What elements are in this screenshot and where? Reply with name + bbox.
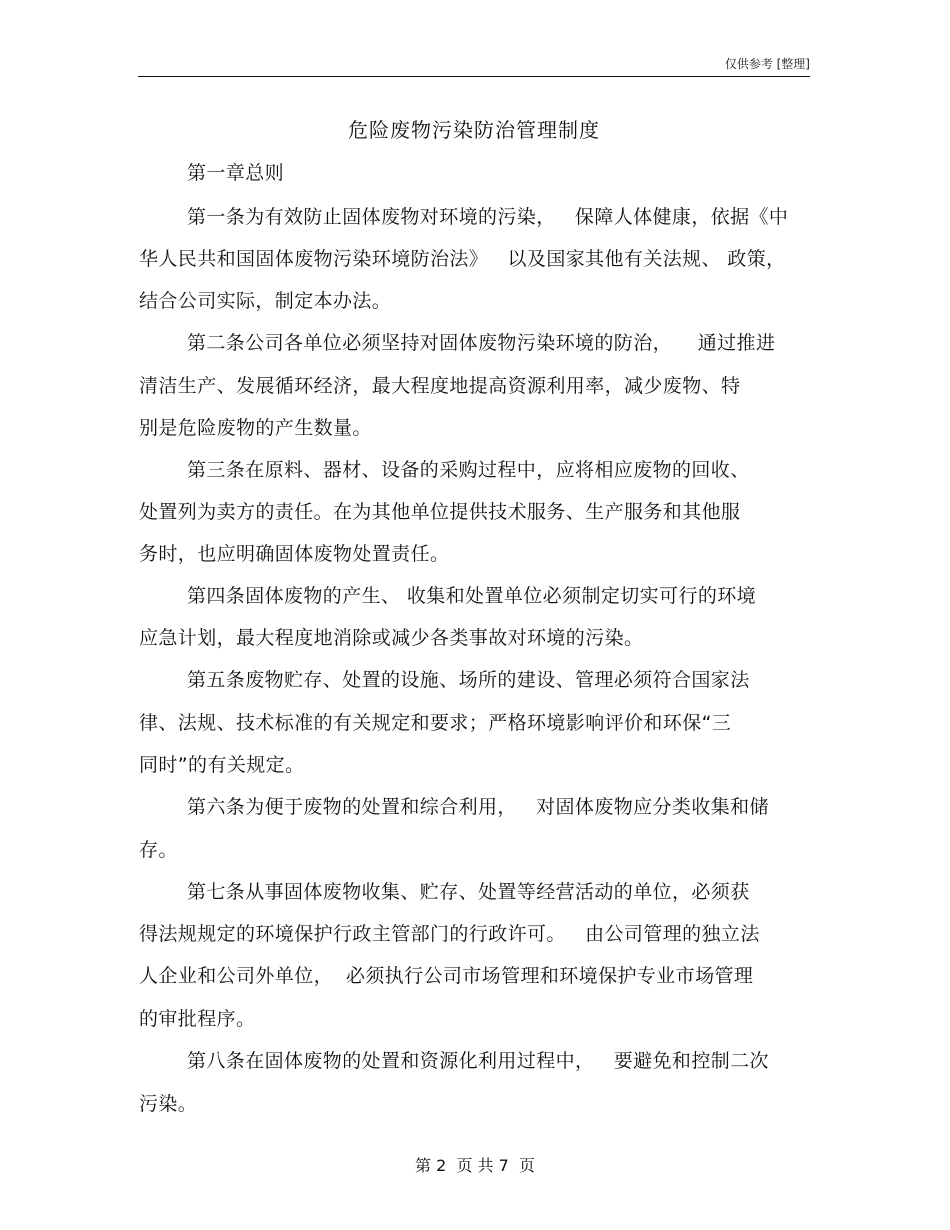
chapter-heading: 第一章总则 bbox=[187, 162, 285, 184]
paragraph-line: 第一条为有效防止固体废物对环境的污染， 保障人体健康，依据《中 bbox=[187, 206, 789, 228]
paragraph-line: 污染。 bbox=[139, 1093, 198, 1115]
paragraph-line: 第四条固体废物的产生、 收集和处置单位必须制定切实可行的环境 bbox=[187, 585, 757, 607]
paragraph-line: 清洁生产、发展循环经济，最大程度地提高资源利用率，减少废物、特 bbox=[139, 375, 741, 397]
paragraph-line: 存。 bbox=[139, 839, 178, 861]
paragraph-line: 处置列为卖方的责任。在为其他单位提供技术服务、生产服务和其他服 bbox=[139, 501, 741, 523]
paragraph-line: 律、法规、技术标准的有关规定和要求；严格环境影响评价和环保“三 bbox=[139, 712, 732, 734]
paragraph-line: 第七条从事固体废物收集、贮存、处置等经营活动的单位，必须获 bbox=[187, 881, 750, 903]
header-rule bbox=[138, 76, 810, 77]
document-title: 危险废物污染防治管理制度 bbox=[348, 118, 600, 142]
paragraph-line: 第六条为便于废物的处置和综合利用， 对固体废物应分类收集和储 bbox=[187, 796, 769, 818]
paragraph-line: 第八条在固体废物的处置和资源化利用过程中， 要避免和控制二次 bbox=[187, 1050, 769, 1072]
paragraph-line: 同时”的有关规定。 bbox=[139, 754, 305, 776]
paragraph-line: 人企业和公司外单位， 必须执行公司市场管理和环境保护专业市场管理 bbox=[139, 965, 754, 987]
paragraph-line: 第三条在原料、器材、设备的采购过程中，应将相应废物的回收、 bbox=[187, 459, 750, 481]
paragraph-line: 务时，也应明确固体废物处置责任。 bbox=[139, 543, 450, 565]
header-note: 仅供参考 [整理] bbox=[724, 57, 810, 71]
paragraph-line: 华人民共和国固体废物污染环境防治法》 以及国家其他有关法规、 政策， bbox=[139, 248, 786, 270]
paragraph-line: 第五条废物贮存、处置的设施、场所的建设、管理必须符合国家法 bbox=[187, 669, 750, 691]
paragraph-line: 第二条公司各单位必须坚持对固体废物污染环境的防治， 通过推进 bbox=[187, 332, 776, 354]
paragraph-line: 得法规规定的环境保护行政主管部门的行政许可。 由公司管理的独立法 bbox=[139, 923, 760, 945]
paragraph-line: 别是危险废物的产生数量。 bbox=[139, 417, 372, 439]
page-number: 第 2 页 共 7 页 bbox=[415, 1156, 535, 1175]
paragraph-line: 结合公司实际，制定本办法。 bbox=[139, 290, 392, 312]
paragraph-line: 应急计划，最大程度地消除或减少各类事故对环境的污染。 bbox=[139, 627, 644, 649]
paragraph-line: 的审批程序。 bbox=[139, 1008, 256, 1030]
